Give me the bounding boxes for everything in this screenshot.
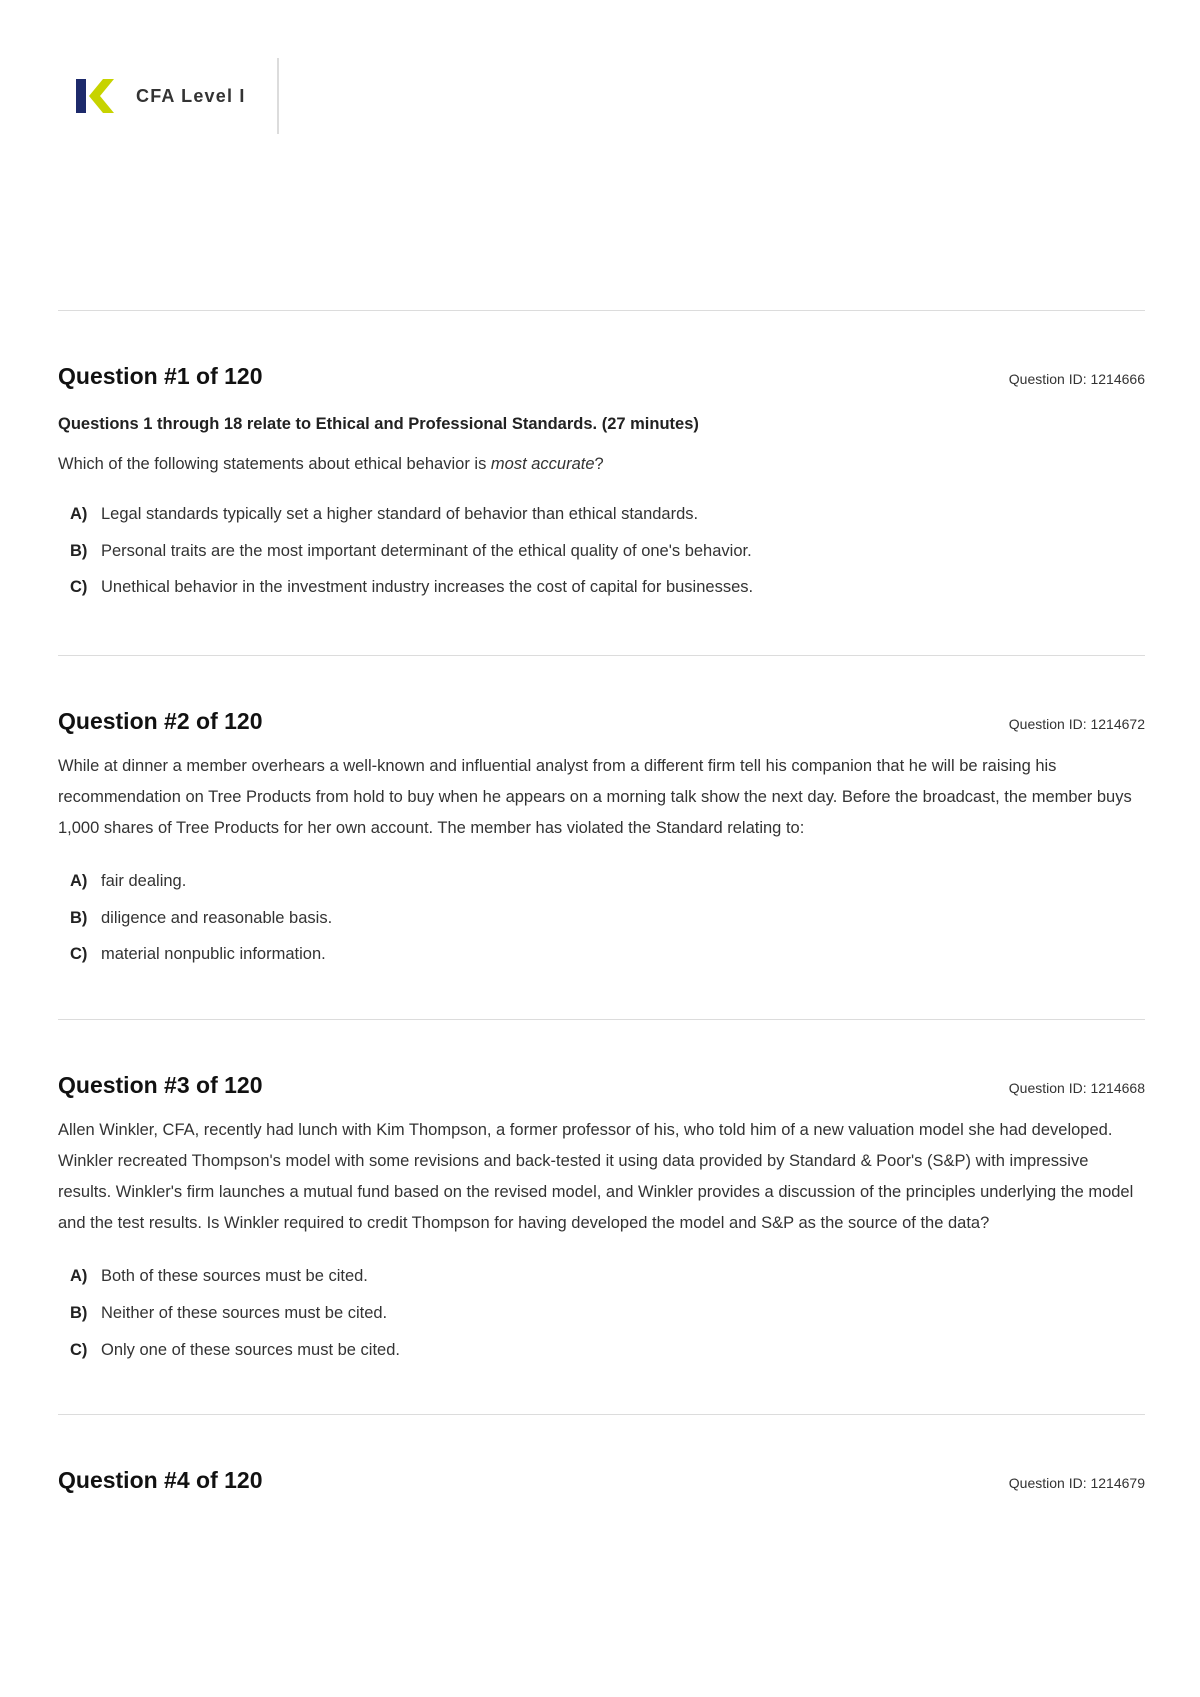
question-title: Question #4 of 120 bbox=[58, 1466, 263, 1493]
question-list bbox=[58, 310, 1145, 1494]
answer-list bbox=[58, 1265, 1145, 1361]
question-header bbox=[58, 363, 1145, 390]
answer-text: material nonpublic information. bbox=[101, 945, 326, 964]
question-card bbox=[58, 1020, 1145, 1361]
question-id: Question ID: 1214679 bbox=[1008, 1474, 1145, 1491]
question-header bbox=[58, 1072, 1145, 1099]
answer-list bbox=[58, 870, 1145, 966]
answer-text: Both of these sources must be cited. bbox=[101, 1267, 368, 1286]
question-header bbox=[58, 708, 1145, 735]
answer-option-c[interactable] bbox=[70, 1339, 1145, 1362]
question-id: Question ID: 1214666 bbox=[1008, 371, 1145, 387]
answer-letter: A) bbox=[70, 1267, 88, 1286]
question-title: Question #2 of 120 bbox=[58, 708, 263, 735]
answer-option-b[interactable] bbox=[70, 1302, 1145, 1325]
section-note: Questions 1 through 18 relate to Ethical and Professional Standards. (27 minutes) bbox=[58, 415, 699, 433]
question-stem: Allen Winkler, CFA, recently had lunch with Kim Thompson, a former professor of his, who told him of a new valuation model she had developed. Winkler recreated Thompson's model with some revisions and back-tested it using data provided by Standard & Poor's (S&P) with impressive results. Winkler's firm launches a mutual fund based on the revised model, and Winkler provides a discussion of the principles underlying the model and the test results. Is Winkler required to credit Thompson for having developed the model and S&P as the source of the data? bbox=[58, 1121, 1134, 1233]
kaplan-logo-icon bbox=[76, 77, 114, 115]
question-title: Question #3 of 120 bbox=[58, 1072, 263, 1099]
answer-text: Unethical behavior in the investment industry increases the cost of capital for businesses. bbox=[101, 578, 754, 597]
answer-text: fair dealing. bbox=[101, 872, 187, 891]
answer-letter: B) bbox=[70, 541, 88, 560]
answer-letter: B) bbox=[70, 908, 88, 927]
answer-text: Legal standards typically set a higher standard of behavior than ethical standards. bbox=[101, 505, 699, 523]
answer-text: diligence and reasonable basis. bbox=[101, 908, 333, 927]
product-name: CFA Level I bbox=[136, 85, 246, 106]
answer-option-a[interactable] bbox=[70, 1265, 1145, 1288]
question-card bbox=[58, 656, 1145, 966]
question-card bbox=[58, 311, 1145, 599]
answer-letter: A) bbox=[70, 872, 88, 891]
question-stem: While at dinner a member overhears a well-known and influential analyst from a different firm tell his companion that he will be raising his recommendation on Tree Products from hold to buy when he appears on a morning talk show the next day. Before the broadcast, the member buys 1,000 shares of Tree Products for her own account. The member has violated the Standard relating to: bbox=[58, 757, 1132, 838]
answer-option-b[interactable] bbox=[70, 907, 1145, 930]
answer-option-b[interactable] bbox=[70, 540, 1145, 563]
question-id: Question ID: 1214672 bbox=[1008, 716, 1145, 733]
answer-text: Only one of these sources must be cited. bbox=[101, 1340, 400, 1359]
question-stem: Which of the following statements about ethical behavior is most accurate? bbox=[58, 455, 604, 473]
answer-letter: B) bbox=[70, 1303, 88, 1322]
answer-list bbox=[58, 503, 1145, 599]
header bbox=[76, 56, 246, 136]
question-id: Question ID: 1214668 bbox=[1008, 1080, 1145, 1097]
answer-option-c[interactable] bbox=[70, 576, 1145, 599]
header-divider bbox=[277, 58, 279, 134]
answer-letter: A) bbox=[70, 505, 88, 523]
emphasis: most accurate bbox=[490, 455, 595, 473]
answer-option-a[interactable] bbox=[70, 870, 1145, 893]
answer-option-a[interactable] bbox=[70, 503, 1145, 526]
answer-text: Neither of these sources must be cited. bbox=[101, 1303, 388, 1322]
question-title: Question #1 of 120 bbox=[58, 363, 263, 389]
answer-text: Personal traits are the most important determinant of the ethical quality of one's behavior. bbox=[101, 541, 752, 560]
answer-option-c[interactable] bbox=[70, 943, 1145, 966]
answer-letter: C) bbox=[70, 578, 88, 597]
question-card bbox=[58, 1415, 1145, 1494]
answer-letter: C) bbox=[70, 945, 88, 964]
question-header bbox=[58, 1467, 1145, 1494]
answer-letter: C) bbox=[70, 1340, 88, 1359]
